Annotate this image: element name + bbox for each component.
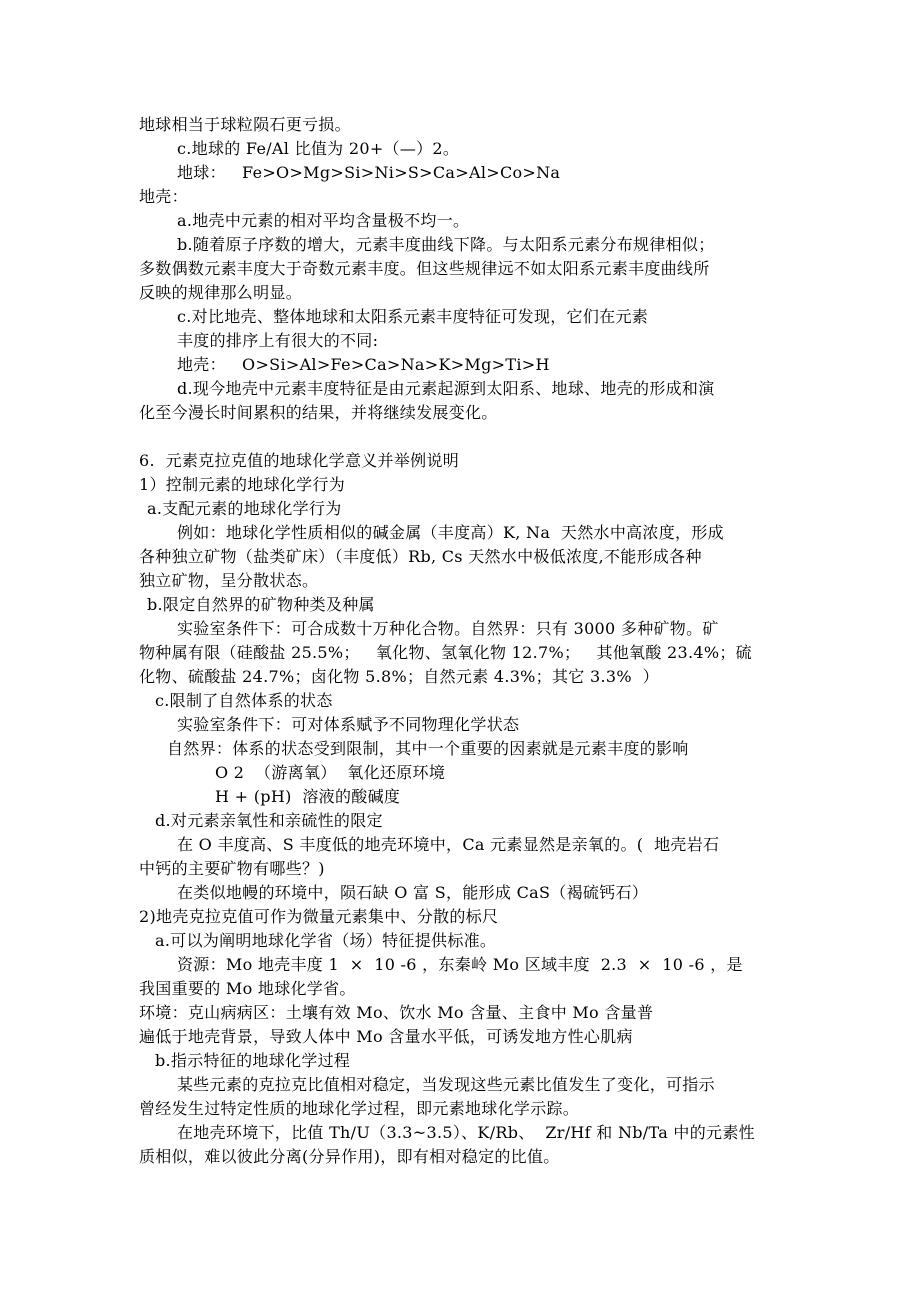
text-line: c.对比地壳、整体地球和太阳系元素丰度特征可发现，它们在元素 [177, 307, 649, 326]
text-line: 地壳： O>Si>Al>Fe>Ca>Na>K>Mg>Ti>H [177, 355, 550, 374]
text-line: 曾经发生过特定性质的地球化学过程，即元素地球化学示踪。 [139, 1099, 580, 1118]
text-line: 地球相当于球粒陨石更亏损。 [139, 115, 351, 134]
text-line: 环境：克山病病区：土壤有效 Mo、饮水 Mo 含量、主食中 Mo 含量普 [139, 1003, 654, 1022]
text-line: 多数偶数元素丰度大于奇数元素丰度。但这些规律远不如太阳系元素丰度曲线所 [139, 259, 710, 278]
text-line: 例如：地球化学性质相似的碱金属（丰度高）K, Na 天然水中高浓度，形成 [177, 523, 724, 542]
text-line: a.可以为阐明地球化学省（场）特征提供标准。 [155, 931, 497, 950]
text-line: 在类似地幔的环境中，陨石缺 O 富 S，能形成 CaS（褐硫钙石） [177, 883, 649, 902]
text-line: b.限定自然界的矿物种类及种属 [147, 595, 375, 614]
text-line: H + (pH) 溶液的酸碱度 [215, 787, 401, 806]
subsection-heading: 1）控制元素的地球化学行为 [139, 475, 346, 494]
text-line: a.地壳中元素的相对平均含量极不均一。 [177, 211, 470, 230]
text-line: 化物、硫酸盐 24.7%；卤化物 5.8%；自然元素 4.3%；其它 3.3% ） [139, 667, 659, 686]
text-line: 质相似，难以彼此分离(分异作用)，即有相对稳定的比值。 [139, 1147, 560, 1166]
text-line: a.支配元素的地球化学行为 [147, 499, 342, 518]
text-line: 丰度的排序上有很大的不同: [177, 331, 379, 350]
text-line: 独立矿物，呈分散状态。 [139, 571, 319, 590]
text-line: 各种独立矿物（盐类矿床）（丰度低）Rb, Cs 天然水中极低浓度,不能形成各种 [139, 547, 702, 566]
text-line: c.地球的 Fe/Al 比值为 20+（—）2。 [177, 139, 460, 158]
text-line: 某些元素的克拉克比值相对稳定，当发现这些元素比值发生了变化，可指示 [177, 1075, 715, 1094]
text-line: 物种属有限（硅酸盐 25.5%； 氧化物、氢氧化物 12.7%； 其他氧酸 23.4%；硫 [139, 643, 752, 662]
text-line: 化至今漫长时间累积的结果，并将继续发展变化。 [139, 403, 498, 422]
text-line: 实验室条件下：可对体系赋予不同物理化学状态 [177, 715, 520, 734]
text-line: d.现今地壳中元素丰度特征是由元素起源到太阳系、地球、地壳的形成和演 [177, 379, 715, 398]
text-line: d.对元素亲氧性和亲硫性的限定 [155, 811, 383, 830]
text-line: 地球： Fe>O>Mg>Si>Ni>S>Ca>Al>Co>Na [177, 163, 561, 182]
text-line: 反映的规律那么明显。 [139, 283, 303, 302]
section-heading: 6. 元素克拉克值的地球化学意义并举例说明 [139, 451, 460, 470]
text-line: O 2 （游离氧） 氧化还原环境 [215, 763, 446, 782]
text-line: 在 O 丰度高、S 丰度低的地壳环境中，Ca 元素显然是亲氧的。( 地壳岩石 [177, 835, 720, 854]
text-line: b.指示特征的地球化学过程 [155, 1051, 351, 1070]
text-line: 自然界：体系的状态受到限制，其中一个重要的因素就是元素丰度的影响 [167, 739, 689, 758]
text-line: 我国重要的 Mo 地球化学省。 [139, 979, 356, 998]
text-line: 资源：Mo 地壳丰度 1 × 10 -6 ，东秦岭 Mo 区域丰度 2.3 × 10 -6 ，是 [177, 955, 743, 974]
subsection-heading: 2)地壳克拉克值可作为微量元素集中、分散的标尺 [139, 907, 499, 926]
text-line: b.随着原子序数的增大，元素丰度曲线下降。与太阳系元素分布规律相似； [177, 235, 715, 254]
text-line: 中钙的主要矿物有哪些？) [139, 859, 325, 878]
text-line: 遍低于地壳背景，导致人体中 Mo 含量水平低，可诱发地方性心肌病 [139, 1027, 633, 1046]
text-line: 实验室条件下：可合成数十万种化合物。自然界：只有 3000 多种矿物。矿 [177, 619, 719, 638]
text-line: 在地壳环境下，比值 Th/U（3.3~3.5）、K/Rb、 Zr/Hf 和 Nb/Ta 中的元素性 [177, 1123, 755, 1142]
text-line: 地壳： [139, 187, 188, 206]
text-line: c.限制了自然体系的状态 [155, 691, 333, 710]
